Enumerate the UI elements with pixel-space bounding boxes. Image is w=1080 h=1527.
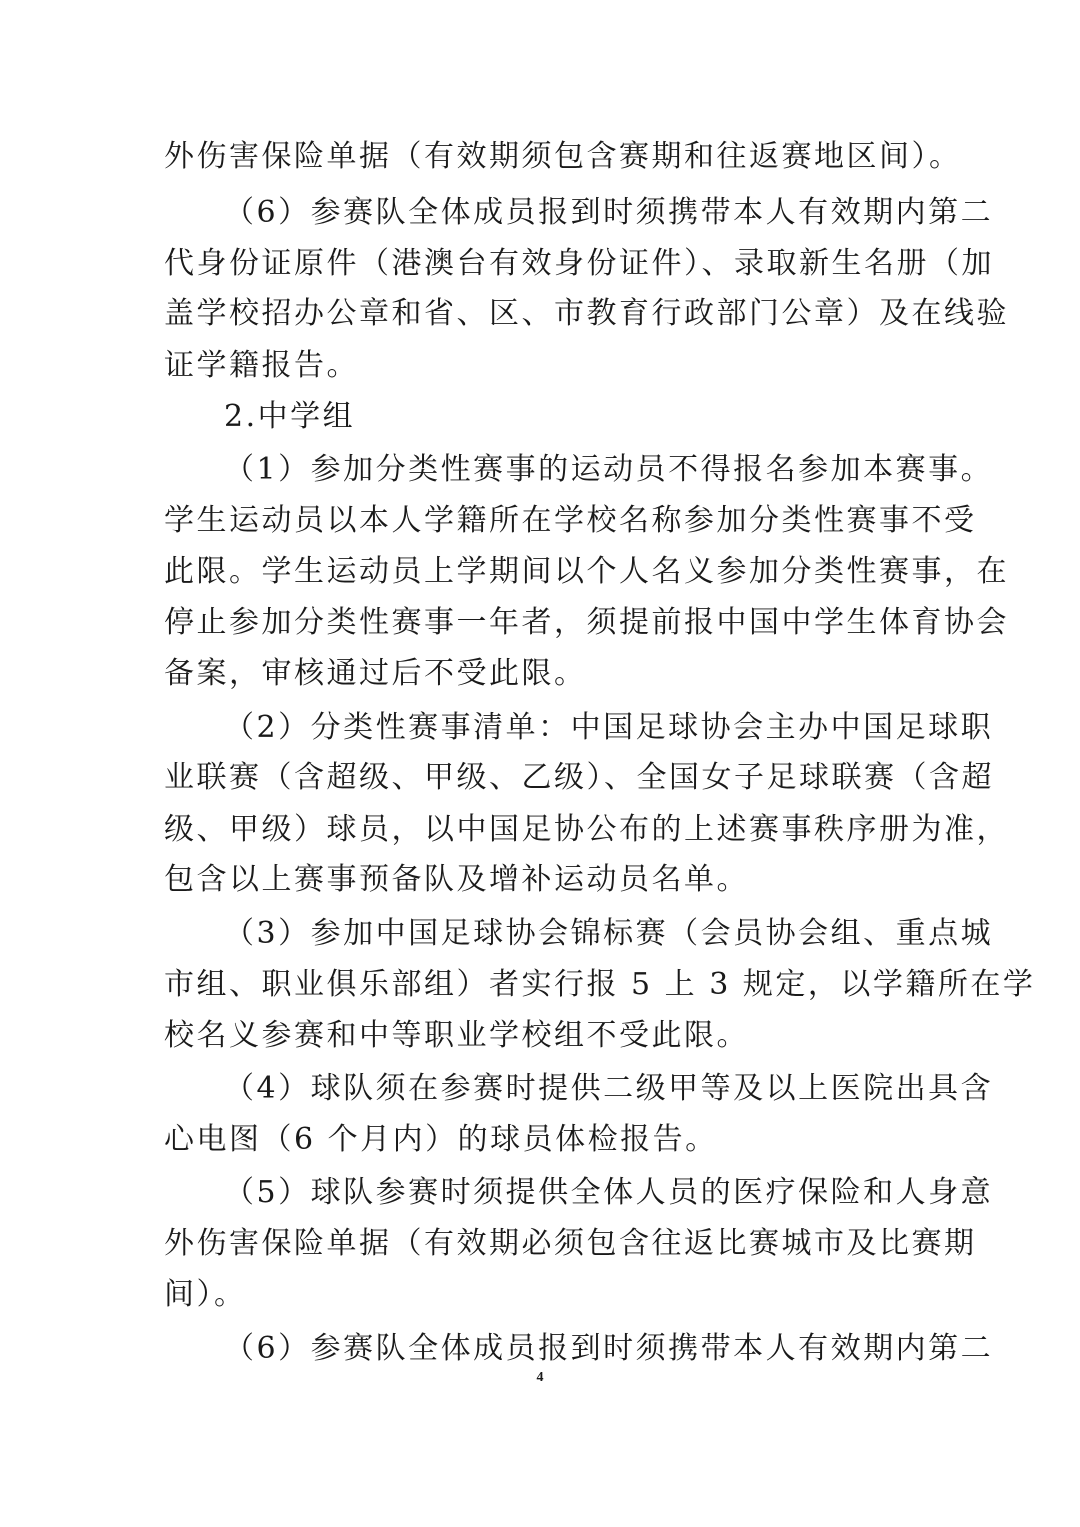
- text-line: 外伤害保险单据（有效期必须包含往返比赛城市及比赛期: [164, 1226, 977, 1261]
- text-line: 盖学校招办公章和省、区、市教育行政部门公章）及在线验: [164, 296, 1009, 331]
- text-line: 学生运动员以本人学籍所在学校名称参加分类性赛事不受: [164, 503, 977, 538]
- text-line: 市组、职业俱乐部组）者实行报 5 上 3 规定，以学籍所在学: [164, 967, 1036, 1002]
- text-line: （1）参加分类性赛事的运动员不得报名参加本赛事。: [224, 452, 994, 487]
- text-line: 校名义参赛和中等职业学校组不受此限。: [164, 1018, 749, 1053]
- text-line: 代身份证原件（港澳台有效身份证件）、录取新生名册（加: [164, 246, 994, 281]
- text-line: （5）球队参赛时须提供全体人员的医疗保险和人身意: [224, 1175, 994, 1210]
- text-line: 间）。: [164, 1277, 247, 1312]
- text-line: （3）参加中国足球协会锦标赛（会员协会组、重点城: [224, 916, 994, 951]
- text-line: 证学籍报告。: [164, 348, 359, 383]
- section-heading: 2.中学组: [224, 399, 356, 434]
- text-line: （6）参赛队全体成员报到时须携带本人有效期内第二: [224, 195, 994, 230]
- page-number: 4: [536, 1370, 544, 1385]
- text-line: 业联赛（含超级、甲级、乙级）、全国女子足球联赛（含超: [164, 760, 994, 795]
- text-line: 停止参加分类性赛事一年者，须提前报中国中学生体育协会: [164, 605, 1009, 640]
- text-line: 包含以上赛事预备队及增补运动员名单。: [164, 862, 749, 897]
- text-line: （4）球队须在参赛时提供二级甲等及以上医院出具含: [224, 1071, 994, 1106]
- text-line: （6）参赛队全体成员报到时须携带本人有效期内第二: [224, 1331, 994, 1366]
- text-line: 心电图（6 个月内）的球员体检报告。: [164, 1122, 718, 1157]
- text-line: 级、甲级）球员，以中国足协公布的上述赛事秩序册为准，: [164, 812, 1009, 847]
- text-line: 备案，审核通过后不受此限。: [164, 656, 587, 691]
- text-line: （2）分类性赛事清单：中国足球协会主办中国足球职: [224, 710, 994, 745]
- text-line: 此限。学生运动员上学期间以个人名义参加分类性赛事，在: [164, 554, 1009, 589]
- text-line: 外伤害保险单据（有效期须包含赛期和往返赛地区间）。: [164, 139, 962, 174]
